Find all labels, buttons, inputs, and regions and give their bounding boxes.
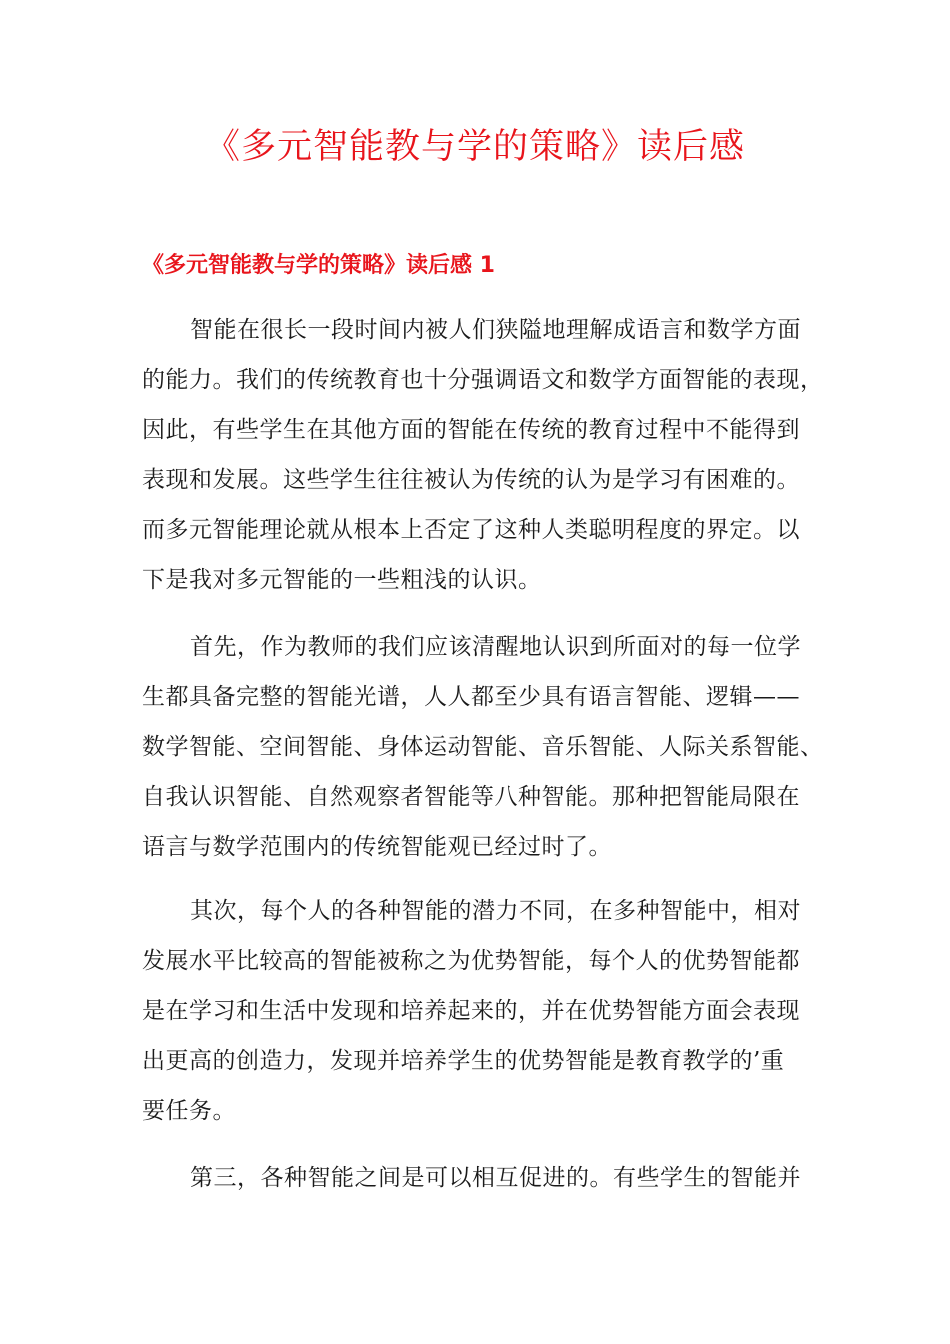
paragraph-line: 首先，作为教师的我们应该清醒地认识到所面对的每一位学 [190,634,801,660]
paragraph-line: 生都具备完整的智能光谱，人人都至少具有语言智能、逻辑—— [142,684,800,710]
paragraph-1 [142,305,822,605]
document-title: 《多元智能教与学的策略》读后感 [204,127,745,167]
paragraph-2 [142,622,822,872]
paragraph-line: 而多元智能理论就从根本上否定了这种人类聪明程度的界定。以 [142,517,800,543]
paragraph-line: 自我认识智能、自然观察者智能等八种智能。那种把智能局限在 [142,784,800,810]
paragraph-4 [142,1153,822,1203]
paragraph-line: 的能力。我们的传统教育也十分强调语文和数学方面智能的表现， [142,367,824,393]
paragraph-line: 表现和发展。这些学生往往被认为传统的认为是学习有困难的。 [142,467,800,493]
paragraph-line: 是在学习和生活中发现和培养起来的，并在优势智能方面会表现 [142,998,800,1024]
paragraph-3 [142,886,822,1136]
paragraph-line: 要任务。 [142,1098,236,1124]
paragraph-line: 下是我对多元智能的一些粗浅的认识。 [142,567,542,593]
paragraph-line: 语言与数学范围内的传统智能观已经过时了。 [142,834,612,860]
section-title: 《多元智能教与学的策略》读后感 1 [142,253,495,278]
paragraph-line: 数学智能、空间智能、身体运动智能、音乐智能、人际关系智能、 [142,734,824,760]
paragraph-line: 智能在很长一段时间内被人们狭隘地理解成语言和数学方面 [190,317,801,343]
paragraph-line: 因此，有些学生在其他方面的智能在传统的教育过程中不能得到 [142,417,800,443]
paragraph-line: 发展水平比较高的智能被称之为优势智能，每个人的优势智能都 [142,948,800,974]
paragraph-line: 出更高的创造力，发现并培养学生的优势智能是教育教学的’重 [142,1048,785,1074]
paragraph-line: 其次，每个人的各种智能的潜力不同，在多种智能中，相对 [190,898,801,924]
paragraph-line: 第三，各种智能之间是可以相互促进的。有些学生的智能并 [190,1165,801,1191]
